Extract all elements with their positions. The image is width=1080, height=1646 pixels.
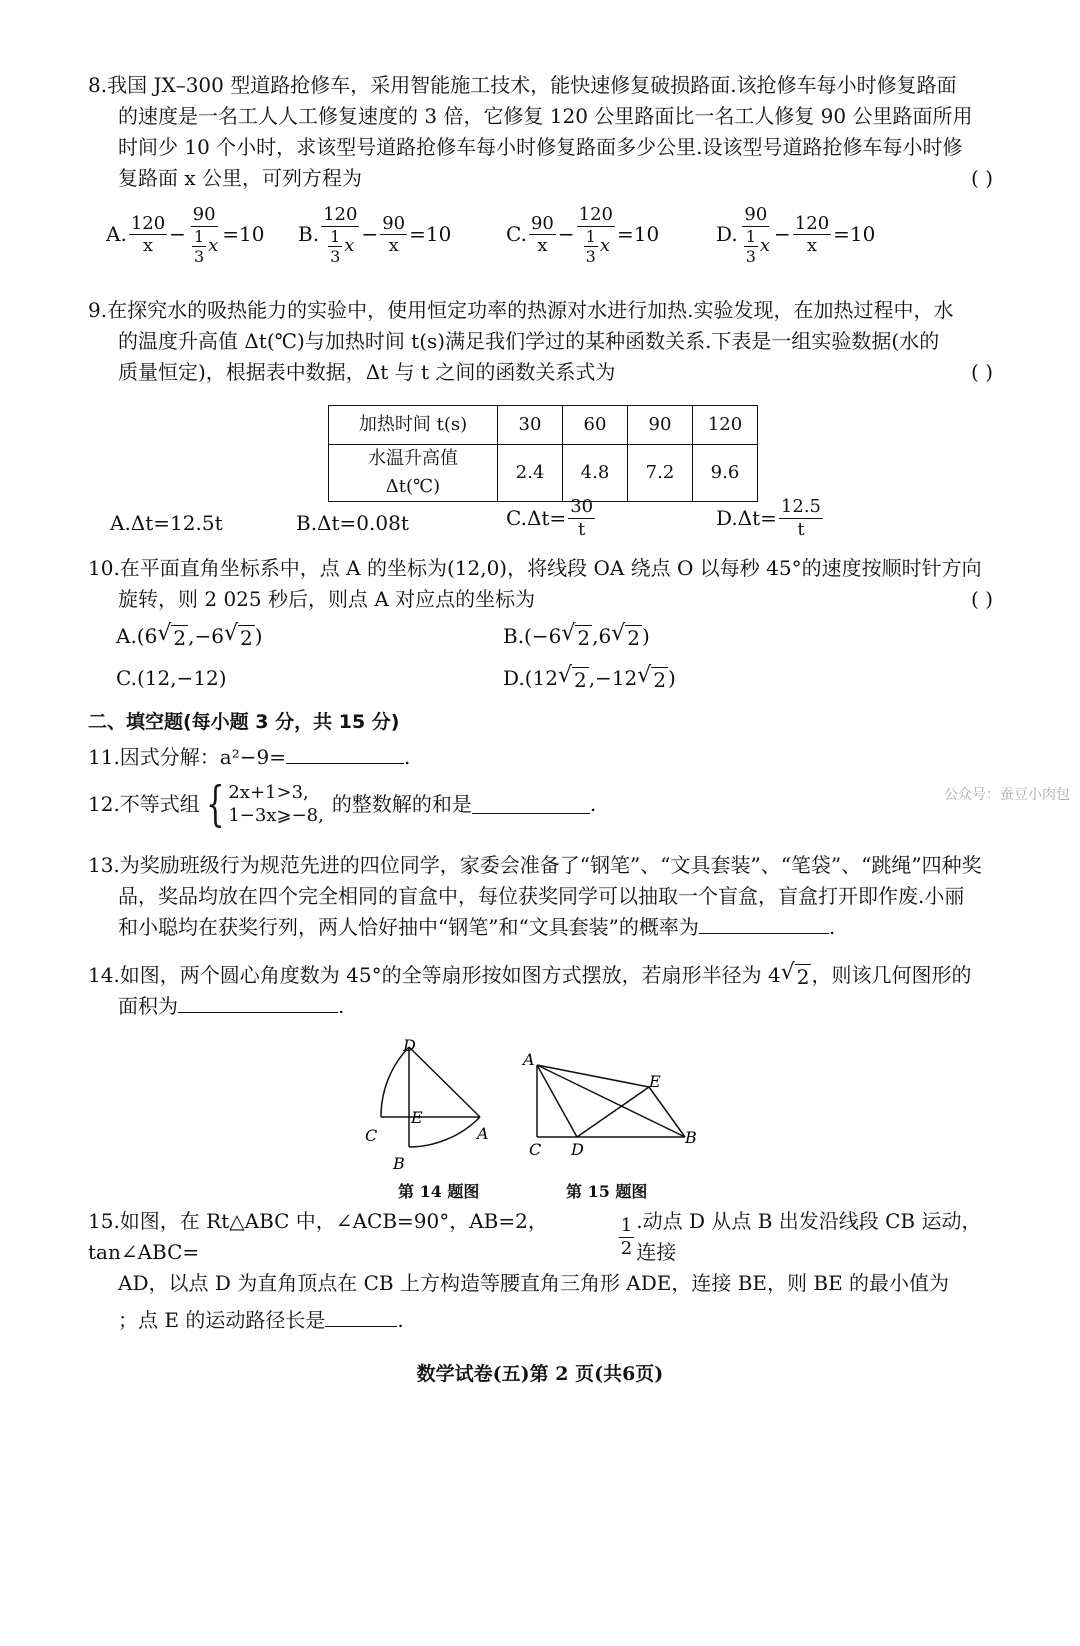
q8-b-frac1: 120 $\frac{1}{3}$ x	[323, 204, 358, 266]
q8-d-frac2: $\frac{120}{x}$	[794, 212, 830, 257]
q9-line2: 的温度升高值 Δt(℃)与加热时间 t(s)满足我们学过的某种函数关系.下表是一组实验数据(水的	[118, 329, 940, 353]
sqrt-icon: √ 2	[557, 663, 587, 692]
q12-ineq1: 2x+1>3,	[228, 781, 309, 803]
table-cell-head: 加热时间 t(s)	[329, 406, 498, 445]
q12-end: .	[589, 791, 597, 816]
q8-b-label: B.	[298, 222, 320, 247]
question-10	[88, 553, 993, 705]
fig14-label-d: D	[403, 1036, 416, 1055]
watermark: 公众号：蚕豆小肉包	[944, 787, 1070, 803]
table-cell: 60	[563, 406, 628, 445]
q15-line1-pre: 15.如图，在 Rt△ABC 中，∠ACB=90°，AB=2，tan∠ABC=	[88, 1209, 548, 1264]
figure-14-diagram	[355, 1035, 495, 1175]
q10-option-c[interactable]: C.(12,−12)	[116, 666, 227, 690]
sqrt-icon: √ 2	[223, 621, 253, 650]
section-title-fill-in: 二、填空题(每小题 3 分，共 15 分)	[88, 711, 400, 733]
fig15-label-b: B	[685, 1128, 697, 1147]
q8-line4	[88, 163, 993, 194]
q10-line2-text: 旋转，则 2 025 秒后，则点 A 对应点的坐标为	[118, 587, 536, 611]
fig15-label-a: A	[523, 1050, 535, 1069]
sqrt-icon: √ 2	[157, 621, 187, 650]
q15-line1-post: .动点 D 从点 B 出发沿线段 CB 运动，连接	[636, 1209, 982, 1264]
q11-end: .	[404, 745, 411, 769]
q9-line3-text: 质量恒定)，根据表中数据，Δt 与 t 之间的函数关系式为	[118, 360, 616, 384]
q8-options	[88, 204, 993, 266]
q9-line1: 9.在探究水的吸热能力的实验中，使用恒定功率的热源对水进行加热.实验发现，在加热过程中，水	[88, 298, 954, 322]
fig14-label-c: C	[365, 1126, 378, 1145]
q9-d-label: D.Δt=	[716, 505, 777, 530]
q8-c-op: −	[557, 222, 575, 247]
q8-b-op: −	[361, 222, 379, 247]
fig15-label-e: E	[649, 1072, 661, 1091]
question-14	[88, 960, 993, 1022]
q12-system	[228, 781, 323, 828]
q9-c-frac: $\frac{30}{t}$	[570, 496, 594, 540]
q14-line2-text: 面积为	[118, 994, 178, 1018]
q15-line2: AD，以点 D 为直角顶点在 CB 上方构造等腰直角三角形 ADE，连接 BE，则 BE 的最小值为	[118, 1271, 950, 1295]
question-15	[88, 1209, 993, 1336]
q12-answer-blank[interactable]	[472, 795, 590, 814]
q15-tan-frac: $\frac{1}{2}$	[620, 1214, 633, 1259]
q15-line1	[88, 1209, 993, 1264]
q11-line	[88, 742, 993, 773]
q9-option-a[interactable]: A.Δt=12.5t	[110, 511, 223, 535]
q15-answer-blank[interactable]	[325, 1308, 397, 1327]
table-cell-head: 水温升高值 Δt(℃)	[329, 445, 498, 502]
q10-line2	[88, 584, 993, 615]
q13-line2: 品，奖品均放在四个完全相同的盲盒中，每位获奖同学可以抽取一个盲盒，盲盒打开即作废.小丽	[118, 884, 965, 908]
q8-a-rhs: =10	[222, 222, 265, 247]
q15-line3	[88, 1305, 993, 1336]
q10-option-b[interactable]: B.(−6 √ 2 ,6 √ 2 )	[503, 621, 650, 650]
q8-a-op: −	[169, 222, 186, 247]
table-row	[329, 406, 758, 445]
sqrt-icon: √ 2	[637, 663, 667, 692]
q8-option-c[interactable]	[506, 204, 659, 266]
q9-option-b[interactable]: B.Δt=0.08t	[296, 511, 409, 535]
q9-option-d[interactable]	[716, 496, 825, 540]
question-12	[88, 776, 993, 832]
question-11	[88, 742, 993, 773]
q11-text: 11.因式分解：a²−9=	[88, 745, 286, 769]
q8-c-frac1: $\frac{90}{x}$	[530, 212, 554, 257]
q9-options	[88, 496, 993, 550]
q13-line3-text: 和小聪均在获奖行列，两人恰好抽中“钢笔”和“文具套装”的概率为	[118, 915, 699, 939]
q8-d-rhs: =10	[833, 222, 876, 247]
q8-line1: 8.我国 JX–300 型道路抢修车，采用智能施工技术，能快速修复破损路面.该抢修车每小时修复路面	[88, 73, 957, 97]
q8-line3: 时间少 10 个小时，求该型号道路抢修车每小时修复路面多少公里.设该型号道路抢修车每小时修	[118, 135, 963, 159]
q12-line	[88, 776, 993, 832]
q8-line4-text: 复路面 x 公里，可列方程为	[118, 166, 362, 190]
q12-pre: 12.不等式组	[88, 791, 200, 816]
q15-line3-text: ；点 E 的运动路径长是	[118, 1308, 326, 1332]
q9-option-c[interactable]	[506, 496, 597, 540]
sqrt-icon: √ 2	[611, 621, 640, 650]
sqrt-icon: √ 2	[780, 960, 810, 989]
fig14-label-a: A	[477, 1124, 489, 1143]
q10-option-a[interactable]: A.(6 √ 2 ,−6 √ 2 )	[116, 621, 263, 650]
fig15-label-c: C	[529, 1140, 542, 1159]
figure-15-diagram	[515, 1045, 705, 1165]
q8-line2: 的速度是一名工人人工修复速度的 3 倍，它修复 120 公里路面比一名工人修复 90 公里路面所用	[118, 104, 973, 128]
q14-end: .	[338, 994, 345, 1018]
fig15-caption: 第 15 题图	[566, 1182, 648, 1201]
question-9	[88, 295, 993, 388]
q9-c-label: C.Δt=	[506, 505, 567, 530]
q15-end: .	[397, 1308, 404, 1332]
q8-c-rhs: =10	[616, 222, 660, 247]
q8-option-b[interactable]	[298, 204, 451, 266]
q8-c-frac2: 120 $\frac{1}{3}$ x	[578, 204, 613, 266]
q9-data-table	[328, 405, 758, 502]
fig14-label-e: E	[411, 1108, 423, 1127]
q8-b-frac2: $\frac{90}{x}$	[382, 212, 406, 257]
q10-answer-paren: ( )	[971, 587, 993, 611]
q8-a-label: A.	[106, 222, 127, 247]
table-row	[329, 445, 758, 502]
table-cell: 9.6	[693, 445, 758, 502]
q12-post: 的整数解的和是	[331, 791, 472, 816]
table-cell: 90	[628, 406, 693, 445]
q13-answer-blank[interactable]	[699, 915, 829, 934]
table-cell: 120	[693, 406, 758, 445]
q13-line3	[88, 912, 993, 943]
q9-answer-paren: ( )	[971, 360, 993, 384]
q13-end: .	[828, 915, 836, 939]
q14-answer-blank[interactable]	[178, 994, 338, 1013]
fig15-label-d: D	[571, 1140, 584, 1159]
brace-icon: { 2x+1>3, 1−3x⩾−8,	[205, 776, 324, 832]
q10-line1: 10.在平面直角坐标系中，点 A 的坐标为(12,0)，将线段 OA 绕点 O 以每秒 45°的速度按顺时针方向	[88, 556, 982, 580]
q8-option-d[interactable]	[716, 204, 875, 266]
q14-line1	[88, 960, 993, 991]
table-cell: 7.2	[628, 445, 693, 502]
q8-a-frac2: 90 $\frac{1}{3}$ x	[192, 204, 219, 266]
q8-a-frac1: $\frac{120}{x}$	[130, 212, 166, 257]
table-cell: 4.8	[563, 445, 628, 502]
q8-d-op: −	[774, 222, 791, 247]
q9-data-table-wrap	[328, 405, 758, 502]
q9-options-row	[88, 496, 993, 550]
q8-answer-paren: ( )	[971, 166, 993, 190]
question-8	[88, 70, 993, 266]
q12-ineq2: 1−3x⩾−8,	[228, 805, 324, 826]
q8-d-label: D.	[716, 222, 738, 247]
page-footer: 数学试卷(五)第 2 页(共6页)	[416, 1363, 664, 1385]
q8-c-label: C.	[506, 222, 527, 247]
q11-answer-blank[interactable]	[286, 745, 404, 764]
q14-line1-post: ，则该几何图形的	[811, 963, 972, 987]
table-cell: 30	[498, 406, 563, 445]
fig14-label-b: B	[393, 1154, 405, 1173]
q13-line1: 13.为奖励班级行为规范先进的四位同学，家委会准备了“钢笔”、“文具套装”、“笔袋”、“跳绳”四种奖	[88, 853, 982, 877]
q9-line3	[88, 357, 993, 388]
q14-line2	[88, 991, 993, 1022]
sqrt-icon: √ 2	[561, 621, 591, 650]
question-13	[88, 850, 993, 943]
q10-options-row2	[88, 663, 993, 705]
fig14-caption: 第 14 题图	[398, 1182, 480, 1201]
q14-line1-pre: 14.如图，两个圆心角度数为 45°的全等扇形按如图方式摆放，若扇形半径为 4	[88, 963, 781, 987]
q8-option-a[interactable]	[106, 204, 265, 266]
q10-options-row1	[88, 621, 993, 663]
q8-b-rhs: =10	[409, 222, 452, 247]
q9-d-frac: $\frac{12.5}{t}$	[780, 496, 821, 540]
q8-d-frac1: 90 $\frac{1}{3}$ x	[744, 204, 771, 266]
q10-option-d[interactable]: D.(12 √ 2 ,−12 √ 2 )	[503, 663, 676, 692]
table-cell: 2.4	[498, 445, 563, 502]
